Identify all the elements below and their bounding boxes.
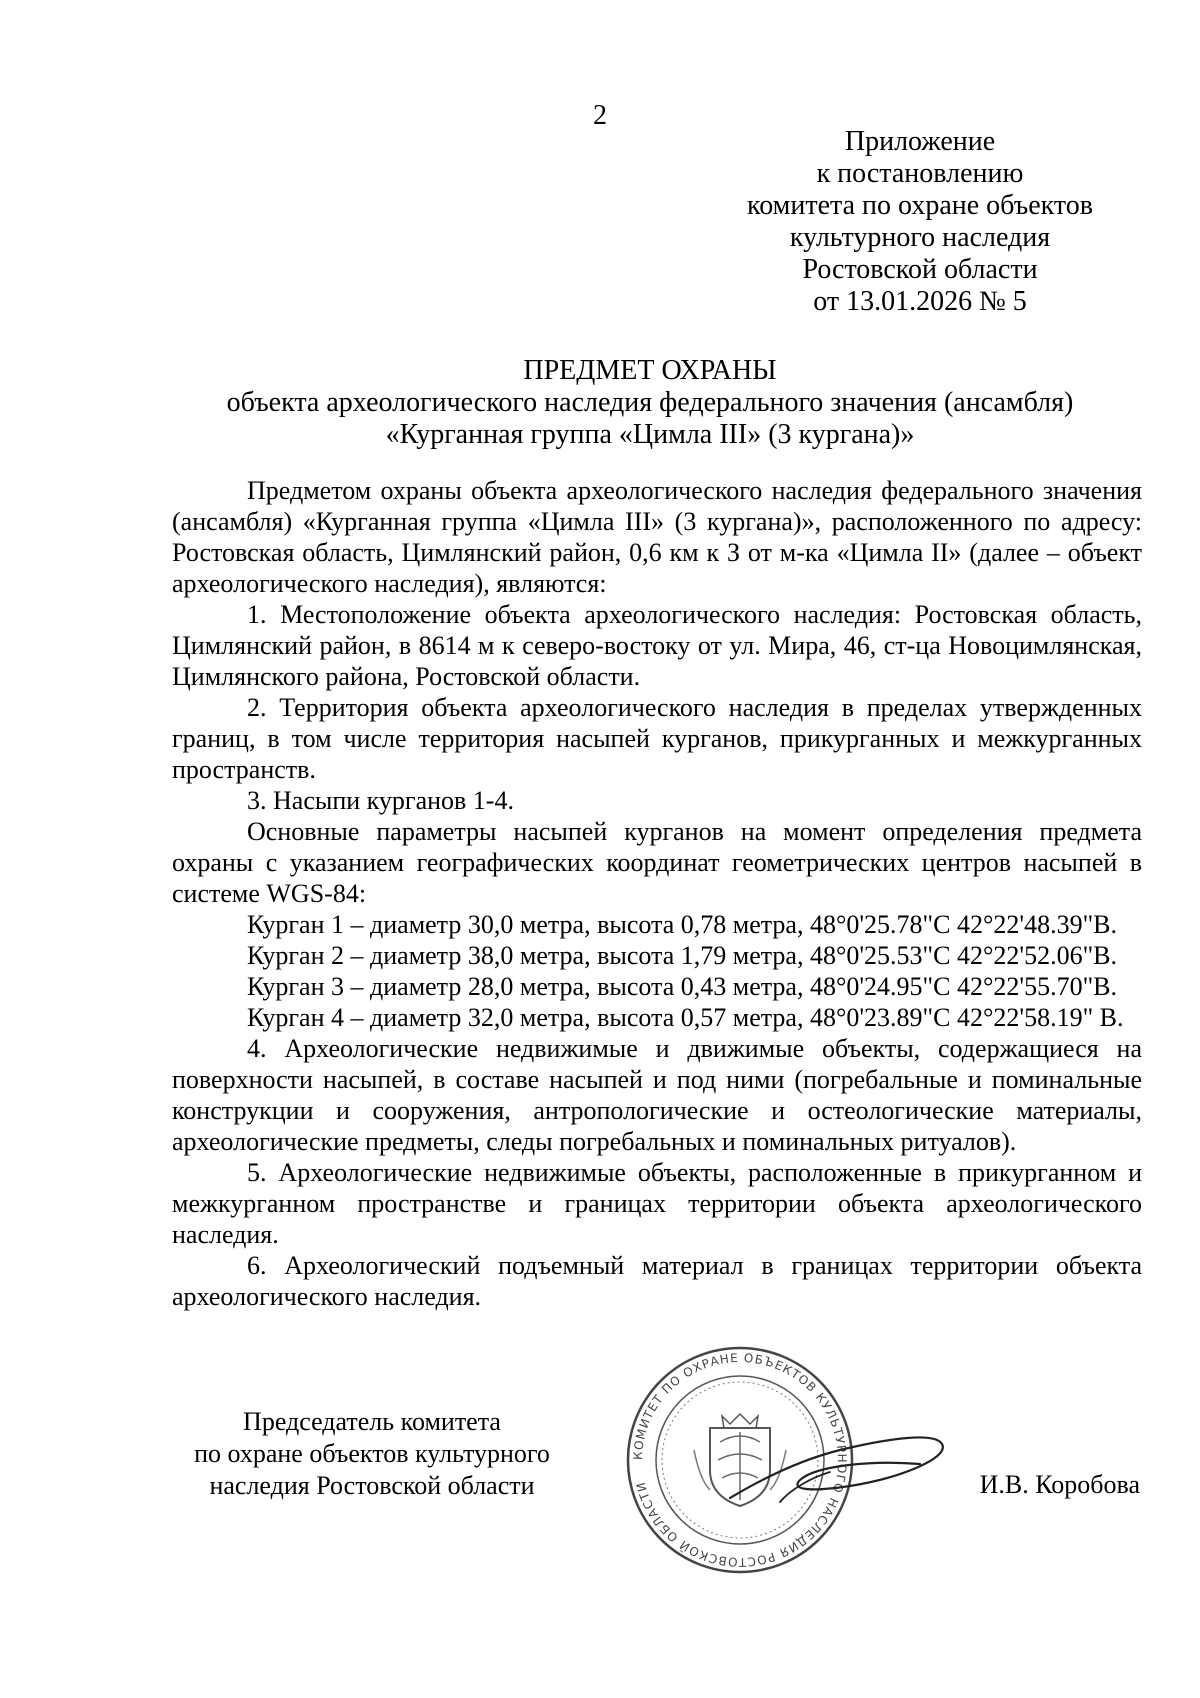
item-2: 2. Территория объекта археологического наследия в пределах утвержденных границ, в том числе территория насыпей курганов, прикурганных и межкурганных пространств. bbox=[172, 693, 1142, 784]
params-paragraph: Основные параметры насыпей курганов на момент определения предмета охраны с указанием географических координат геометрических центров насыпей в системе WGS-84: bbox=[172, 817, 1142, 908]
appendix-line: к постановлению bbox=[816, 158, 1024, 189]
kurgan-3: Курган 3 – диаметр 28,0 метра, высота 0,43 метра, 48°0'24.95"С 42°22'55.70"В. bbox=[247, 972, 1118, 1001]
appendix-line: Приложение bbox=[844, 126, 996, 157]
document-title bbox=[160, 355, 1140, 451]
signer-position bbox=[172, 1406, 572, 1502]
appendix-line: комитета по охране объектов bbox=[747, 190, 1093, 221]
signer-position-line: по охране объектов культурного bbox=[194, 1439, 550, 1468]
item-3: 3. Насыпи курганов 1-4. bbox=[247, 786, 514, 815]
appendix-line: культурного наследия bbox=[789, 222, 1051, 253]
appendix-line: Ростовской области bbox=[802, 254, 1038, 285]
appendix-line: от 13.01.2026 № 5 bbox=[813, 286, 1027, 317]
signer-position-line: Председатель комитета bbox=[243, 1407, 501, 1436]
seal-text: КОМИТЕТ ПО ОХРАНЕ ОБЪЕКТОВ КУЛЬТУРНОГО НАСЛЕДИЯ РОСТОВСКОЙ ОБЛАСТИ bbox=[630, 1350, 850, 1570]
document-body bbox=[172, 475, 1142, 1312]
signer-position-line: наследия Ростовской области bbox=[209, 1471, 535, 1500]
kurgan-2: Курган 2 – диаметр 38,0 метра, высота 1,79 метра, 48°0'25.53"С 42°22'52.06"В. bbox=[247, 941, 1118, 970]
item-4: 4. Археологические недвижимые и движимые объекты, содержащиеся на поверхности насыпей, в составе насыпей и под ними (погребальные и поминальные конструкции и сооружения, антропологические и остеологические материалы, археологические предметы, следы погребальных и поминальных ритуалов). bbox=[172, 1034, 1142, 1156]
kurgan-1: Курган 1 – диаметр 30,0 метра, высота 0,78 метра, 48°0'25.78"С 42°22'48.39"В. bbox=[247, 910, 1118, 939]
page-number: 2 bbox=[593, 100, 607, 131]
item-6: 6. Археологический подъемный материал в границах территории объекта археологического наследия. bbox=[172, 1251, 1142, 1311]
signer-name: И.В. Коробова bbox=[979, 1470, 1140, 1499]
kurgan-4: Курган 4 – диаметр 32,0 метра, высота 0,57 метра, 48°0'23.89"С 42°22'58.19" В. bbox=[247, 1003, 1124, 1032]
title-subline: «Курганная группа «Цимла III» (3 кургана)» bbox=[385, 419, 915, 450]
item-5: 5. Археологические недвижимые объекты, расположенные в прикурганном и межкурганном пространстве и границах территории объекта археологического наследия. bbox=[172, 1158, 1142, 1249]
handwritten-signature bbox=[720, 1420, 950, 1520]
intro-paragraph: Предметом охраны объекта археологического наследия федерального значения (ансамбля) «Курганная группа «Цимла III» (3 кургана)», расположенного по адресу: Ростовская область, Цимлянский район, 0,6 км к З от м-ка «Цимла II» (далее – объект археологического наследия), являются: bbox=[172, 476, 1142, 598]
title-subline: объекта археологического наследия федерального значения (ансамбля) bbox=[226, 387, 1074, 418]
appendix-header bbox=[700, 126, 1140, 318]
item-1: 1. Местоположение объекта археологического наследия: Ростовская область, Цимлянский район, в 8614 м к северо-востоку от ул. Мира, 46, ст-ца Новоцимлянская, Цимлянского района, Ростовской области. bbox=[172, 600, 1142, 691]
title-heading: ПРЕДМЕТ ОХРАНЫ bbox=[523, 355, 777, 386]
